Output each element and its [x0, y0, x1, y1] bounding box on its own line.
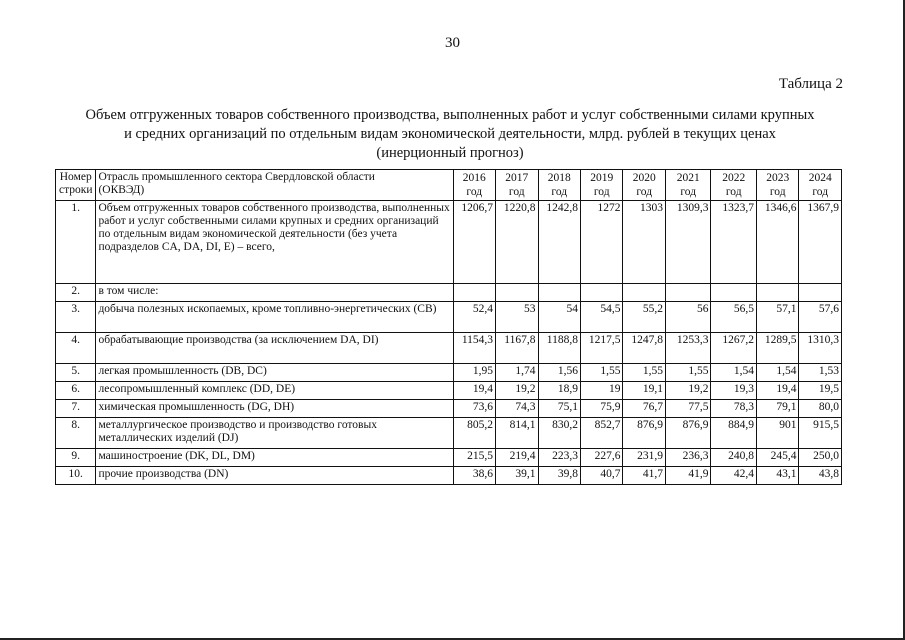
- value-cell-2018: 1,56: [538, 364, 580, 382]
- industry-header: [96, 170, 453, 201]
- value-cell-2024: 43,8: [799, 467, 842, 485]
- year-suffix: год: [551, 186, 568, 198]
- value-cell-2020: 55,2: [623, 302, 665, 333]
- year-suffix: год: [725, 186, 742, 198]
- row-number-cell: 7.: [56, 400, 96, 418]
- industry-name-cell: металлургическое производство и производство готовых металлических изделий (DJ): [96, 418, 453, 449]
- value-cell-2023: [756, 284, 798, 302]
- table-row: [56, 400, 842, 418]
- value-cell-2018: 1188,8: [538, 333, 580, 364]
- page-number: 30: [445, 35, 460, 51]
- value-cell-2024: 915,5: [799, 418, 842, 449]
- value-cell-2021: 236,3: [665, 449, 711, 467]
- year-header-2021: [665, 170, 711, 201]
- table-row: [56, 284, 842, 302]
- year-suffix: год: [508, 186, 525, 198]
- value-cell-2023: 19,4: [756, 382, 798, 400]
- value-cell-2017: 1,74: [496, 364, 538, 382]
- year-header-2022: [711, 170, 757, 201]
- table-row: [56, 467, 842, 485]
- value-cell-2019: 54,5: [580, 302, 622, 333]
- value-cell-2016: 215,5: [453, 449, 495, 467]
- value-cell-2023: 43,1: [756, 467, 798, 485]
- industry-name-cell: в том числе:: [96, 284, 453, 302]
- value-cell-2021: 41,9: [665, 467, 711, 485]
- value-cell-2021: [665, 284, 711, 302]
- value-cell-2020: 231,9: [623, 449, 665, 467]
- industry-name-cell: машиностроение (DK, DL, DM): [96, 449, 453, 467]
- value-cell-2021: 1309,3: [665, 201, 711, 284]
- industry-name-cell: обрабатывающие производства (за исключением DA, DI): [96, 333, 453, 364]
- value-cell-2017: 219,4: [496, 449, 538, 467]
- year-suffix: год: [636, 186, 653, 198]
- industry-name-cell: прочие производства (DN): [96, 467, 453, 485]
- year-header-2020: [623, 170, 665, 201]
- year-label: 2019: [590, 172, 614, 184]
- row-number-cell: 3.: [56, 302, 96, 333]
- value-cell-2019: [580, 284, 622, 302]
- value-cell-2021: 1,55: [665, 364, 711, 382]
- year-label: 2020: [632, 172, 656, 184]
- year-label: 2022: [722, 172, 746, 184]
- value-cell-2019: 1217,5: [580, 333, 622, 364]
- table-row: [56, 333, 842, 364]
- year-label: 2018: [547, 172, 571, 184]
- row-number-cell: 4.: [56, 333, 96, 364]
- value-cell-2021: 876,9: [665, 418, 711, 449]
- value-cell-2016: 805,2: [453, 418, 495, 449]
- value-cell-2022: 1,54: [711, 364, 757, 382]
- value-cell-2024: [799, 284, 842, 302]
- year-label: 2021: [676, 172, 700, 184]
- value-cell-2019: 1,55: [580, 364, 622, 382]
- value-cell-2016: [453, 284, 495, 302]
- value-cell-2017: 1220,8: [496, 201, 538, 284]
- row-number-cell: 10.: [56, 467, 96, 485]
- row-number-cell: 6.: [56, 382, 96, 400]
- value-cell-2020: 19,1: [623, 382, 665, 400]
- table-row: [56, 201, 842, 284]
- value-cell-2020: 1303: [623, 201, 665, 284]
- industry-name-cell: легкая промышленность (DB, DC): [96, 364, 453, 382]
- year-label: 2024: [808, 172, 832, 184]
- title-line-2: и средних организаций по отдельным видам экономической деятельности, млрд. рублей в текущих ценах: [124, 126, 776, 142]
- value-cell-2016: 38,6: [453, 467, 495, 485]
- year-suffix: год: [593, 186, 610, 198]
- value-cell-2016: 73,6: [453, 400, 495, 418]
- value-cell-2023: 1346,6: [756, 201, 798, 284]
- title-line-1: Объем отгруженных товаров собственного производства, выполненных работ и услуг собственными силами крупных: [85, 107, 815, 123]
- value-cell-2022: 1267,2: [711, 333, 757, 364]
- value-cell-2017: [496, 284, 538, 302]
- value-cell-2024: 1367,9: [799, 201, 842, 284]
- shipment-volume-table: [55, 169, 842, 485]
- value-cell-2023: 245,4: [756, 449, 798, 467]
- row-number-header: [56, 170, 96, 201]
- value-cell-2018: 830,2: [538, 418, 580, 449]
- industry-header-line-1: Отрасль промышленного сектора Свердловской области: [98, 171, 375, 183]
- year-header-2024: [799, 170, 842, 201]
- year-header-2017: [496, 170, 538, 201]
- row-number-header-line-2: строки: [58, 184, 93, 196]
- title-line-3: (инерционный прогноз): [376, 145, 524, 161]
- value-cell-2022: 1323,7: [711, 201, 757, 284]
- year-label: 2016: [462, 172, 486, 184]
- value-cell-2024: 250,0: [799, 449, 842, 467]
- value-cell-2017: 814,1: [496, 418, 538, 449]
- row-number-cell: 9.: [56, 449, 96, 467]
- table-row: [56, 364, 842, 382]
- table-header-row: [56, 170, 842, 201]
- value-cell-2018: 223,3: [538, 449, 580, 467]
- value-cell-2024: 1310,3: [799, 333, 842, 364]
- value-cell-2018: [538, 284, 580, 302]
- value-cell-2021: 1253,3: [665, 333, 711, 364]
- value-cell-2017: 74,3: [496, 400, 538, 418]
- value-cell-2022: 240,8: [711, 449, 757, 467]
- table-row: [56, 449, 842, 467]
- value-cell-2016: 1206,7: [453, 201, 495, 284]
- value-cell-2017: 53: [496, 302, 538, 333]
- value-cell-2016: 1154,3: [453, 333, 495, 364]
- value-cell-2022: 56,5: [711, 302, 757, 333]
- value-cell-2024: 1,53: [799, 364, 842, 382]
- value-cell-2023: 79,1: [756, 400, 798, 418]
- value-cell-2021: 56: [665, 302, 711, 333]
- value-cell-2023: 1289,5: [756, 333, 798, 364]
- value-cell-2020: 76,7: [623, 400, 665, 418]
- value-cell-2024: 80,0: [799, 400, 842, 418]
- table-row: [56, 302, 842, 333]
- industry-header-line-2: (ОКВЭД): [98, 184, 145, 196]
- value-cell-2020: 876,9: [623, 418, 665, 449]
- value-cell-2020: 1247,8: [623, 333, 665, 364]
- industry-name-cell: лесопромышленный комплекс (DD, DE): [96, 382, 453, 400]
- value-cell-2022: 42,4: [711, 467, 757, 485]
- value-cell-2018: 1242,8: [538, 201, 580, 284]
- value-cell-2024: 19,5: [799, 382, 842, 400]
- year-header-2023: [756, 170, 798, 201]
- year-suffix: год: [812, 186, 829, 198]
- year-header-2019: [580, 170, 622, 201]
- value-cell-2019: 40,7: [580, 467, 622, 485]
- value-cell-2022: 884,9: [711, 418, 757, 449]
- value-cell-2019: 1272: [580, 201, 622, 284]
- year-suffix: год: [680, 186, 697, 198]
- table-caption: Таблица 2: [778, 76, 843, 92]
- value-cell-2020: [623, 284, 665, 302]
- table-body: [56, 201, 842, 485]
- value-cell-2016: 19,4: [453, 382, 495, 400]
- row-number-cell: 2.: [56, 284, 96, 302]
- row-number-cell: 5.: [56, 364, 96, 382]
- industry-name-cell: добыча полезных ископаемых, кроме топливно-энергетических (CB): [96, 302, 453, 333]
- value-cell-2022: 19,3: [711, 382, 757, 400]
- value-cell-2018: 18,9: [538, 382, 580, 400]
- value-cell-2023: 901: [756, 418, 798, 449]
- value-cell-2017: 1167,8: [496, 333, 538, 364]
- value-cell-2021: 19,2: [665, 382, 711, 400]
- value-cell-2024: 57,6: [799, 302, 842, 333]
- row-number-header-line-1: Номер: [59, 171, 92, 183]
- value-cell-2020: 41,7: [623, 467, 665, 485]
- value-cell-2022: [711, 284, 757, 302]
- industry-name-cell: Объем отгруженных товаров собственного производства, выполненных работ и услуг собственными силами крупных и средних организаций по отдельным видам экономической деятельности (без учета подразделов CA, DA, DI, E) – всего,: [96, 201, 453, 284]
- value-cell-2019: 19: [580, 382, 622, 400]
- value-cell-2016: 1,95: [453, 364, 495, 382]
- row-number-cell: 8.: [56, 418, 96, 449]
- value-cell-2023: 1,54: [756, 364, 798, 382]
- value-cell-2019: 227,6: [580, 449, 622, 467]
- year-header-2018: [538, 170, 580, 201]
- value-cell-2018: 39,8: [538, 467, 580, 485]
- value-cell-2023: 57,1: [756, 302, 798, 333]
- value-cell-2020: 1,55: [623, 364, 665, 382]
- value-cell-2016: 52,4: [453, 302, 495, 333]
- value-cell-2019: 852,7: [580, 418, 622, 449]
- year-suffix: год: [769, 186, 786, 198]
- value-cell-2018: 75,1: [538, 400, 580, 418]
- year-header-2016: [453, 170, 495, 201]
- document-title: [40, 106, 860, 163]
- table-row: [56, 382, 842, 400]
- year-label: 2023: [766, 172, 790, 184]
- year-suffix: год: [466, 186, 483, 198]
- value-cell-2018: 54: [538, 302, 580, 333]
- value-cell-2021: 77,5: [665, 400, 711, 418]
- year-label: 2017: [505, 172, 529, 184]
- table-row: [56, 418, 842, 449]
- value-cell-2019: 75,9: [580, 400, 622, 418]
- value-cell-2022: 78,3: [711, 400, 757, 418]
- industry-name-cell: химическая промышленность (DG, DH): [96, 400, 453, 418]
- value-cell-2017: 39,1: [496, 467, 538, 485]
- value-cell-2017: 19,2: [496, 382, 538, 400]
- row-number-cell: 1.: [56, 201, 96, 284]
